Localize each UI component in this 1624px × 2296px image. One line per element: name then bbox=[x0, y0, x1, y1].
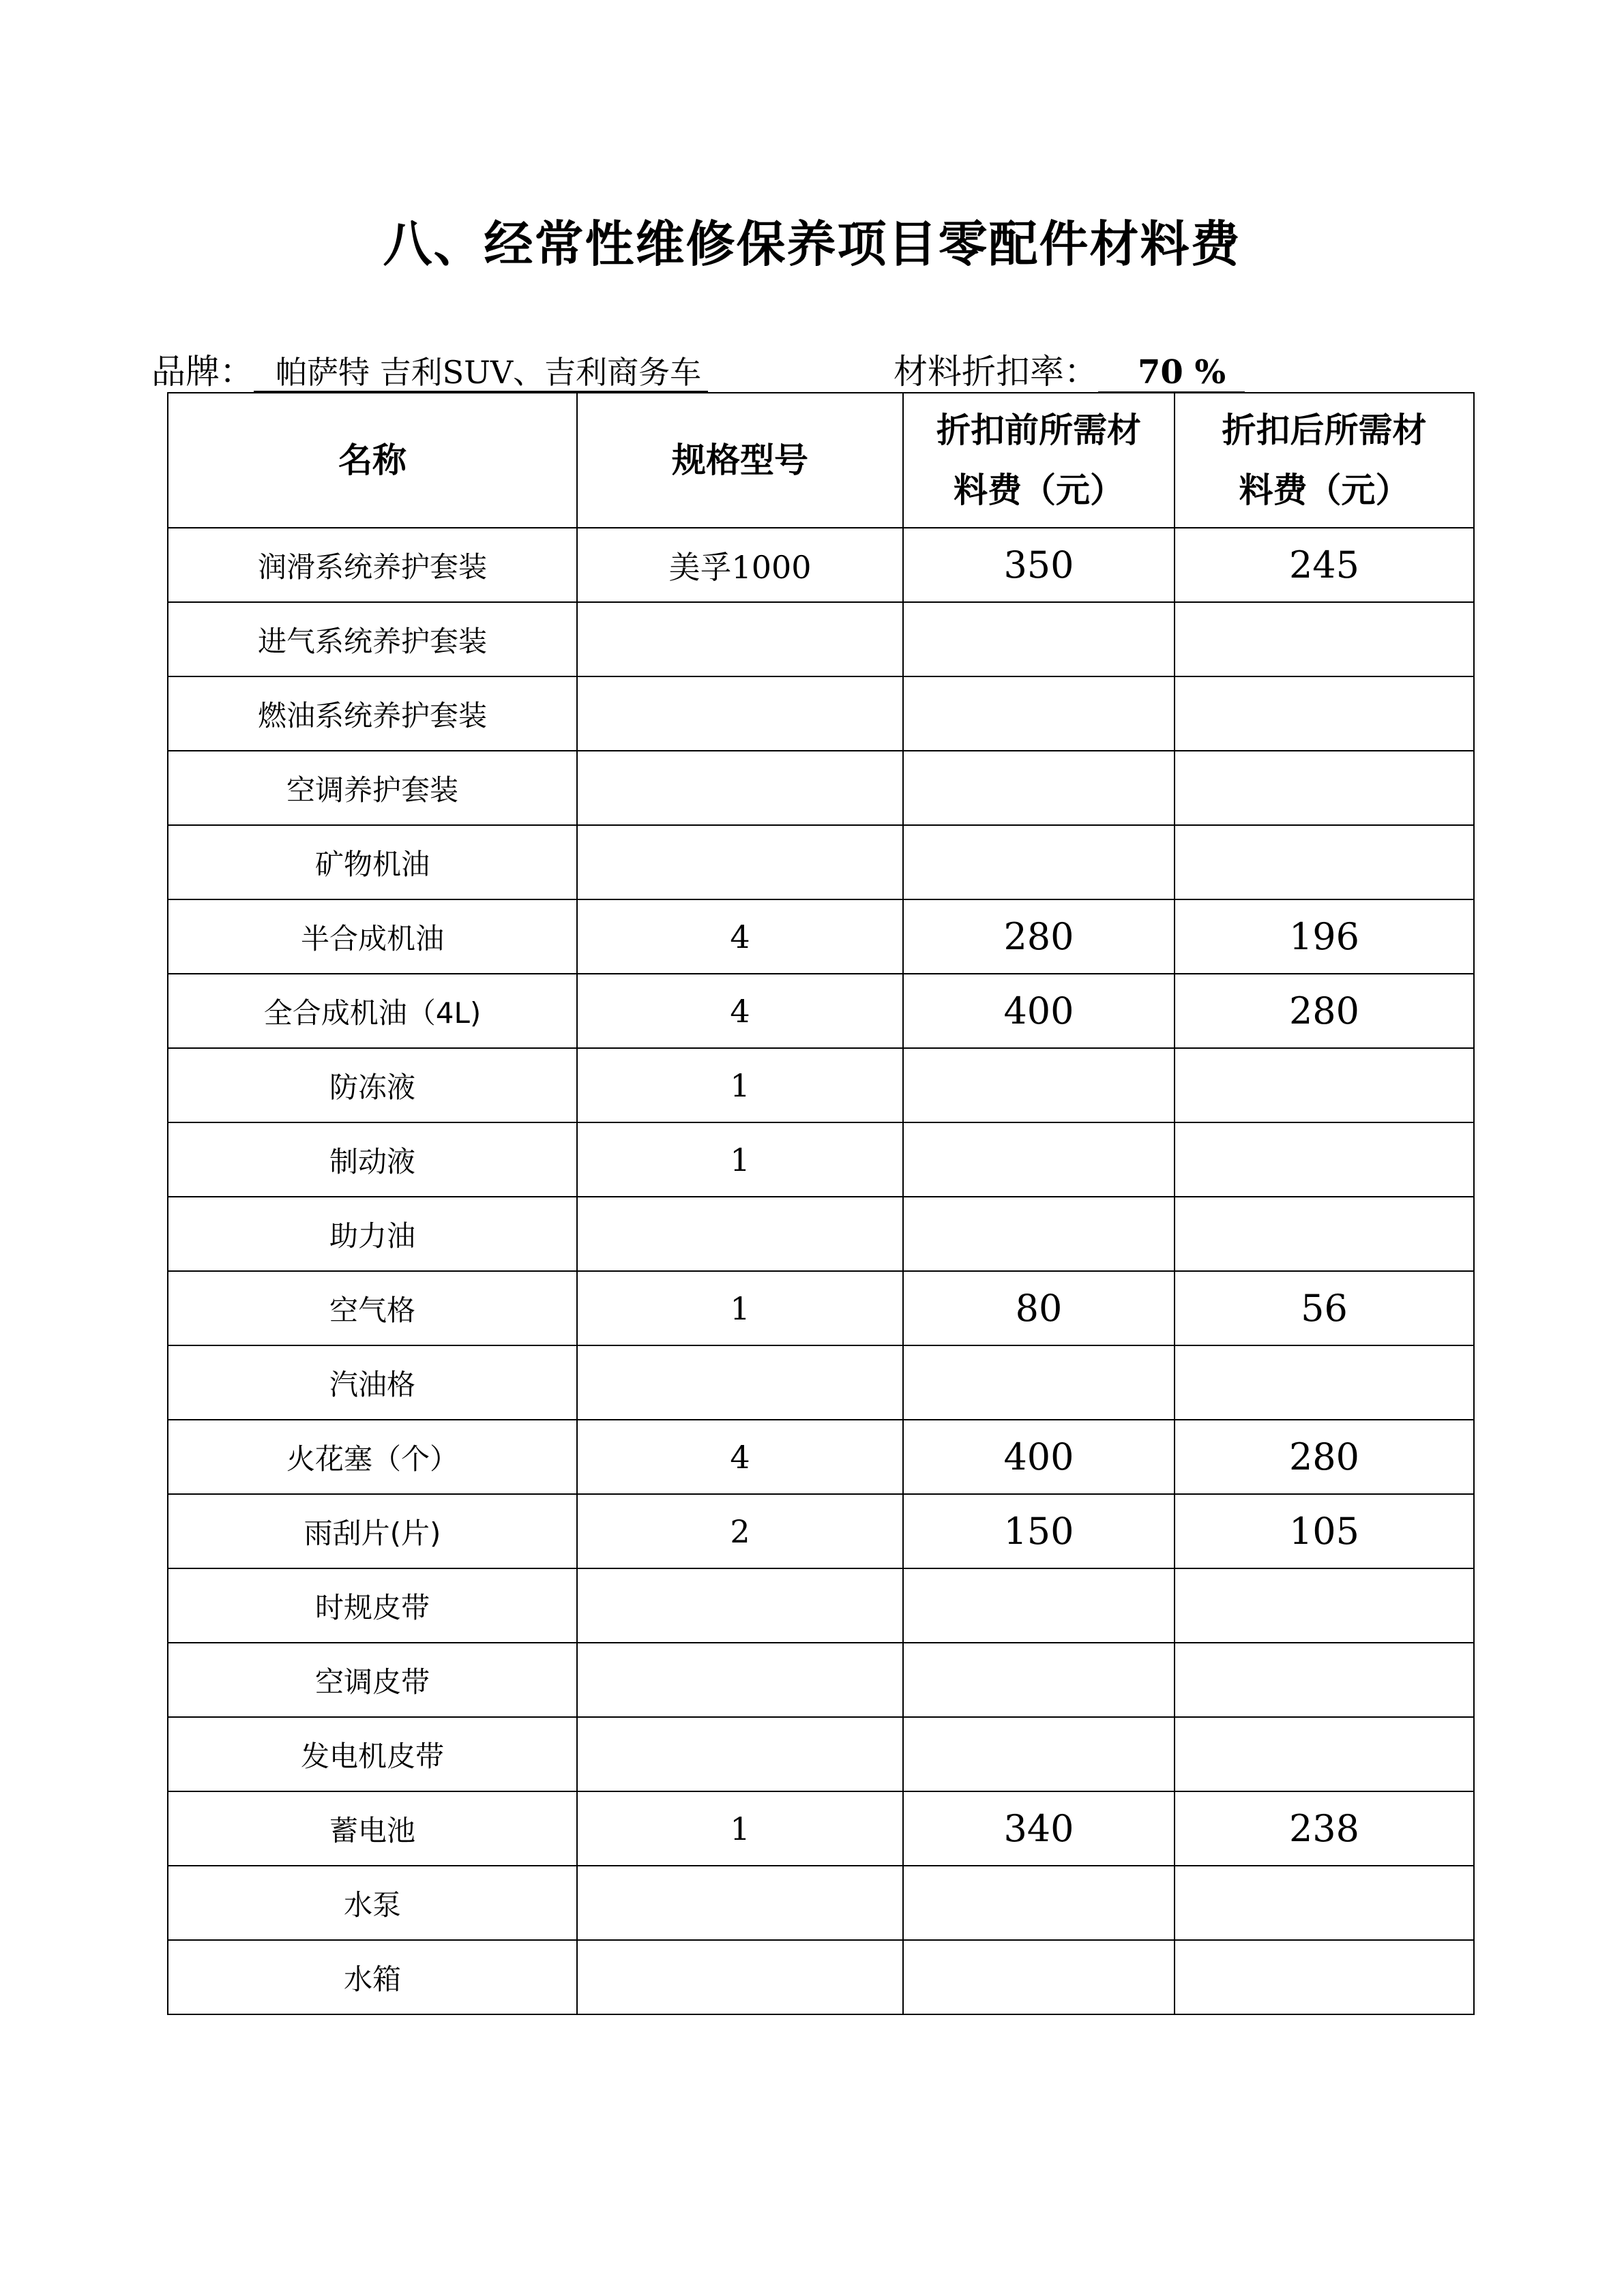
cell-after-discount bbox=[1175, 1197, 1474, 1271]
cell-before-discount bbox=[903, 1643, 1175, 1717]
brand-label: 品牌： bbox=[151, 352, 254, 391]
cell-spec bbox=[577, 1568, 903, 1643]
header-name: 名称 bbox=[168, 393, 577, 528]
cell-spec bbox=[577, 1197, 903, 1271]
cell-before-discount bbox=[903, 1940, 1175, 2014]
cell-before-discount: 150 bbox=[903, 1494, 1175, 1568]
cell-before-discount bbox=[903, 1717, 1175, 1791]
cell-name: 水箱 bbox=[168, 1940, 577, 2014]
cell-name: 空调皮带 bbox=[168, 1643, 577, 1717]
table-row bbox=[168, 1197, 1474, 1271]
cell-after-discount bbox=[1175, 1345, 1474, 1420]
cell-before-discount bbox=[903, 676, 1175, 751]
table-row bbox=[168, 1494, 1474, 1568]
table-row bbox=[168, 676, 1474, 751]
table-row bbox=[168, 602, 1474, 676]
cell-name: 蓄电池 bbox=[168, 1791, 577, 1866]
table-row bbox=[168, 1122, 1474, 1197]
cell-name: 半合成机油 bbox=[168, 899, 577, 974]
page-title: 八、经常性维修保养项目零配件材料费 bbox=[383, 215, 1241, 273]
cell-name: 全合成机油（4L) bbox=[168, 974, 577, 1048]
cell-name: 进气系统养护套装 bbox=[168, 602, 577, 676]
cell-name: 雨刮片(片) bbox=[168, 1494, 577, 1568]
cell-after-discount bbox=[1175, 825, 1474, 899]
table-row bbox=[168, 825, 1474, 899]
cell-after-discount: 196 bbox=[1175, 899, 1474, 974]
cell-after-discount: 245 bbox=[1175, 528, 1474, 602]
brand-line bbox=[151, 344, 708, 393]
cell-name: 水泵 bbox=[168, 1866, 577, 1940]
cell-after-discount bbox=[1175, 1122, 1474, 1197]
cell-spec bbox=[577, 751, 903, 825]
cell-before-discount bbox=[903, 825, 1175, 899]
cell-spec: 4 bbox=[577, 1420, 903, 1494]
table-row bbox=[168, 1643, 1474, 1717]
cell-name: 矿物机油 bbox=[168, 825, 577, 899]
cell-after-discount bbox=[1175, 1568, 1474, 1643]
cell-name: 润滑系统养护套装 bbox=[168, 528, 577, 602]
cell-spec bbox=[577, 1643, 903, 1717]
cell-before-discount bbox=[903, 602, 1175, 676]
cell-before-discount bbox=[903, 1568, 1175, 1643]
cell-spec: 4 bbox=[577, 974, 903, 1048]
cell-spec: 1 bbox=[577, 1271, 903, 1345]
table-row bbox=[168, 1791, 1474, 1866]
cell-after-discount bbox=[1175, 1717, 1474, 1791]
cell-after-discount bbox=[1175, 1866, 1474, 1940]
cell-after-discount bbox=[1175, 1048, 1474, 1122]
cell-before-discount bbox=[903, 1345, 1175, 1420]
cell-name: 发电机皮带 bbox=[168, 1717, 577, 1791]
cell-before-discount bbox=[903, 1866, 1175, 1940]
cell-after-discount: 238 bbox=[1175, 1791, 1474, 1866]
cell-after-discount: 56 bbox=[1175, 1271, 1474, 1345]
cell-spec: 1 bbox=[577, 1122, 903, 1197]
cell-spec bbox=[577, 602, 903, 676]
cell-name: 空调养护套装 bbox=[168, 751, 577, 825]
table-row bbox=[168, 1568, 1474, 1643]
cell-after-discount bbox=[1175, 676, 1474, 751]
table-row bbox=[168, 899, 1474, 974]
discount-label: 材料折扣率： bbox=[894, 352, 1098, 391]
cell-spec: 2 bbox=[577, 1494, 903, 1568]
cell-name: 时规皮带 bbox=[168, 1568, 577, 1643]
cell-after-discount bbox=[1175, 751, 1474, 825]
cell-spec bbox=[577, 1940, 903, 2014]
table-row bbox=[168, 1048, 1474, 1122]
cell-name: 防冻液 bbox=[168, 1048, 577, 1122]
header-spec: 规格型号 bbox=[577, 393, 903, 528]
cell-before-discount: 80 bbox=[903, 1271, 1175, 1345]
cell-name: 汽油格 bbox=[168, 1345, 577, 1420]
header-before-discount: 折扣前所需材 料费（元） bbox=[903, 393, 1175, 528]
cell-after-discount: 105 bbox=[1175, 1494, 1474, 1568]
cell-spec bbox=[577, 1345, 903, 1420]
table-row bbox=[168, 1345, 1474, 1420]
cell-after-discount: 280 bbox=[1175, 1420, 1474, 1494]
cell-spec bbox=[577, 825, 903, 899]
discount-line bbox=[894, 344, 1245, 393]
brand-value: 帕萨特 吉利SUV、吉利商务车 bbox=[254, 355, 708, 393]
table-row bbox=[168, 1866, 1474, 1940]
header-after-discount: 折扣后所需材 料费（元） bbox=[1175, 393, 1474, 528]
cell-spec bbox=[577, 676, 903, 751]
cell-spec: 4 bbox=[577, 899, 903, 974]
cell-before-discount bbox=[903, 751, 1175, 825]
discount-value: 70 % bbox=[1098, 354, 1245, 393]
table-row bbox=[168, 751, 1474, 825]
cell-before-discount bbox=[903, 1048, 1175, 1122]
cell-before-discount bbox=[903, 1197, 1175, 1271]
cell-before-discount: 340 bbox=[903, 1791, 1175, 1866]
cell-name: 制动液 bbox=[168, 1122, 577, 1197]
materials-table bbox=[167, 392, 1475, 2015]
cell-before-discount: 350 bbox=[903, 528, 1175, 602]
table-row bbox=[168, 1271, 1474, 1345]
cell-before-discount: 400 bbox=[903, 1420, 1175, 1494]
cell-spec: 1 bbox=[577, 1048, 903, 1122]
cell-after-discount bbox=[1175, 602, 1474, 676]
cell-after-discount: 280 bbox=[1175, 974, 1474, 1048]
cell-spec bbox=[577, 1717, 903, 1791]
cell-after-discount bbox=[1175, 1940, 1474, 2014]
table-row bbox=[168, 974, 1474, 1048]
cell-spec: 美孚1000 bbox=[577, 528, 903, 602]
table-row bbox=[168, 1940, 1474, 2014]
cell-before-discount bbox=[903, 1122, 1175, 1197]
cell-spec: 1 bbox=[577, 1791, 903, 1866]
cell-after-discount bbox=[1175, 1643, 1474, 1717]
table-header-row bbox=[168, 393, 1474, 528]
table-row bbox=[168, 528, 1474, 602]
cell-name: 空气格 bbox=[168, 1271, 577, 1345]
cell-name: 燃油系统养护套装 bbox=[168, 676, 577, 751]
cell-before-discount: 280 bbox=[903, 899, 1175, 974]
cell-name: 助力油 bbox=[168, 1197, 577, 1271]
cell-before-discount: 400 bbox=[903, 974, 1175, 1048]
table-row bbox=[168, 1420, 1474, 1494]
cell-spec bbox=[577, 1866, 903, 1940]
cell-name: 火花塞（个） bbox=[168, 1420, 577, 1494]
table-row bbox=[168, 1717, 1474, 1791]
